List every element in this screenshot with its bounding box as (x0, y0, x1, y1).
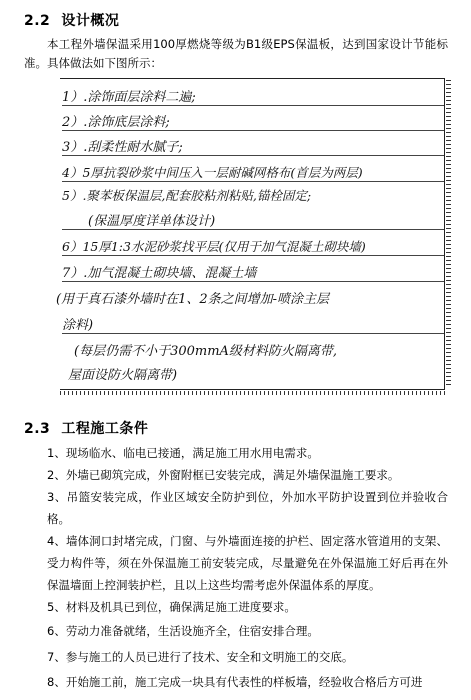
figure-layer-line: 2）.涂饰底层涂料; (62, 111, 444, 131)
condition-item: 6、劳动力准备就绪，生活设施齐全，住宿安排合理。 (47, 624, 319, 638)
figure-shadow-hatch (446, 80, 451, 388)
section-number: 2.3 (24, 421, 51, 437)
figure-layer-line: 7）.加气混凝土砌块墙、混凝土墙 (62, 262, 444, 282)
wall-layers-figure (56, 78, 445, 390)
figure-layer-line: 6）15厚1:3水泥砂浆找平层(仅用于加气混凝土砌块墙) (62, 237, 444, 256)
design-intro-paragraph: 本工程外墙保温采用100厚燃烧等级为B1级EPS保温板，达到国家设计节能标准。具体做法如下图所示： (24, 37, 448, 70)
figure-layer-line: 1）.涂饰面层涂料二遍; (62, 86, 444, 106)
condition-item: 4、墙体洞口封堵完成，门窗、与外墙面连接的护栏、固定落水管道用的支架、受力构件等，须在外保温施工前安装完成，尽量避免在外保温施工好后再在外保温墙面上控洞装护栏，且以上这些均需考虑外保温体系的厚度。 (47, 534, 448, 592)
figure-layer-note: 涂料) (62, 314, 444, 334)
figure-border (60, 389, 445, 390)
condition-item: 5、材料及机具已到位，确保满足施工进度要求。 (47, 600, 296, 614)
figure-border (60, 78, 445, 79)
section-number: 2.2 (24, 13, 51, 29)
figure-border (444, 78, 445, 390)
condition-item: 7、参与施工的人员已进行了技术、安全和文明施工的交底。 (47, 650, 354, 664)
figure-layer-line: 4）5厚抗裂砂浆中间压入一层耐碱网格布(首层为两层) (62, 163, 444, 182)
figure-layer-note: (保温厚度详单体设计) (62, 210, 444, 230)
section-2-2-heading (24, 10, 119, 30)
figure-layer-line: 5）.聚苯板保温层,配套胶粘剂粘贴,锚栓固定; (62, 188, 312, 203)
figure-layer-line: 3）.刮柔性耐水腻子; (62, 136, 444, 156)
figure-shadow-hatch (60, 391, 448, 395)
figure-layer-note: (用于真石漆外墙时在1、2条之间增加-喷涂主层 (56, 292, 330, 307)
condition-item: 8、开始施工前，施工完成一块具有代表性的样板墙，经验收合格后方可进 (47, 675, 423, 689)
condition-item: 1、现场临水、临电已接通，满足施工用水用电需求。 (47, 446, 319, 460)
figure-layer-note: (每层仍需不小于300mmA级材料防火隔离带, (74, 344, 338, 359)
section-title: 工程施工条件 (61, 421, 149, 437)
section-2-3-heading (24, 418, 148, 438)
condition-item: 2、外墙已砌筑完成，外窗附框已安装完成，满足外墙保温施工要求。 (47, 468, 400, 482)
condition-item: 3、吊篮安装完成，作业区域安全防护到位，外加水平防护设置到位并验收合格。 (47, 490, 448, 526)
figure-layer-note: 屋面设防火隔离带) (68, 368, 178, 383)
section-title: 设计概况 (61, 13, 120, 29)
